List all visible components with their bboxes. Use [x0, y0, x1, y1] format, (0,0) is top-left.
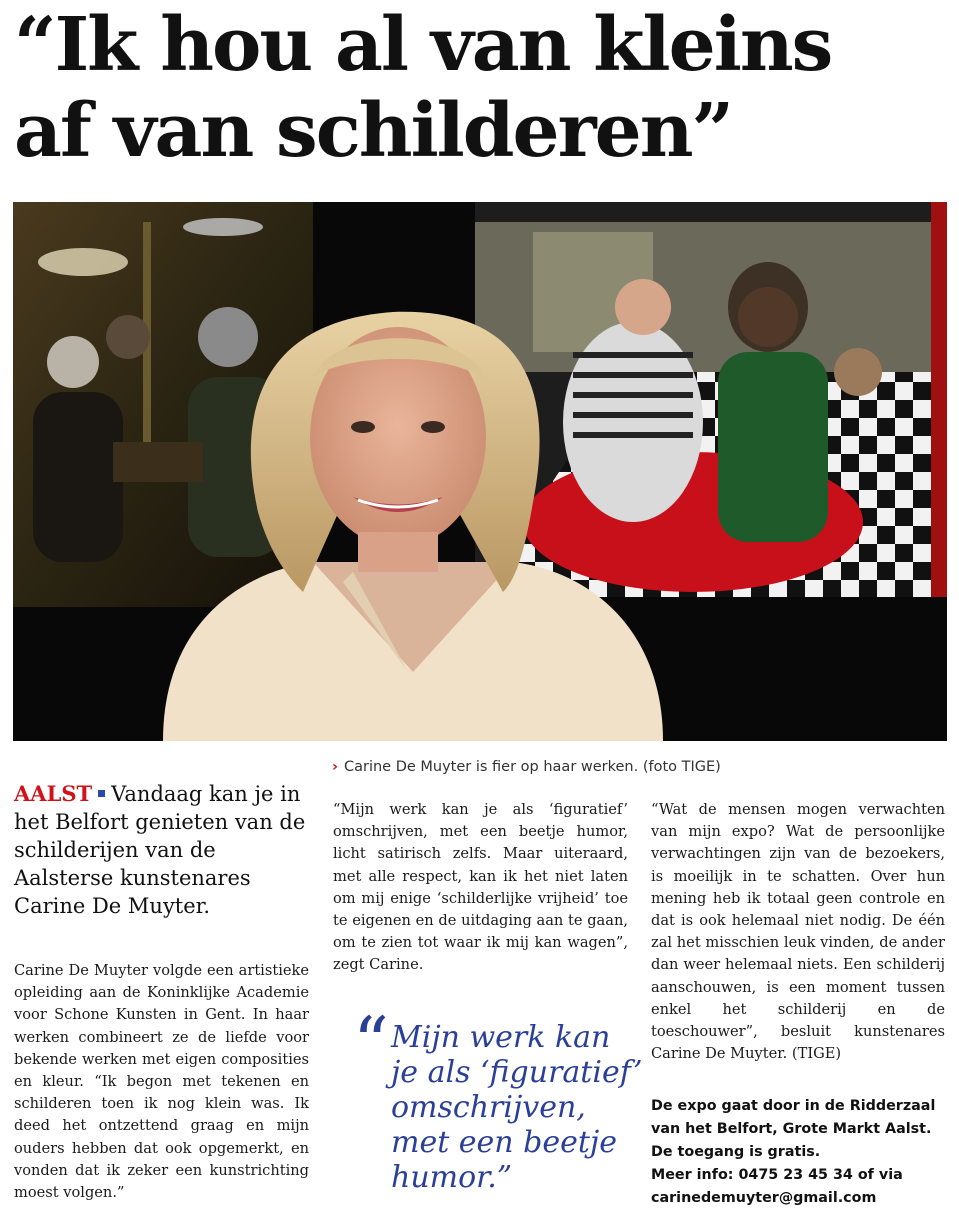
- info-box: [651, 1095, 951, 1210]
- article-photo: [13, 202, 947, 741]
- woman-portrait-with-paintings-icon: [13, 202, 947, 741]
- headline: [14, 2, 944, 174]
- quote-mark-icon: “: [353, 1002, 389, 1084]
- headline-line-1: “Ik hou al van kleins: [14, 2, 832, 88]
- info-line-2: van het Belfort, Grote Markt Aalst.: [651, 1121, 932, 1137]
- square-bullet-icon: [98, 790, 105, 797]
- caption-text: Carine De Muyter is fier op haar werken. (foto TIGE): [343, 759, 721, 775]
- info-line-4: Meer info: 0475 23 45 34 of via: [651, 1167, 903, 1183]
- headline-line-2: af van schilderen”: [14, 88, 733, 174]
- lead-paragraph: [14, 780, 310, 920]
- dateline-city: AALST: [14, 781, 93, 806]
- photo-caption: [332, 759, 942, 775]
- chevron-right-icon: ›: [332, 759, 338, 775]
- lead-text: Vandaag kan je in het Belfort genieten van de schilderijen van de Aalsterse kunstenares Carine De Muyter.: [14, 782, 306, 918]
- info-email-link[interactable]: carinedemuyter@gmail.com: [651, 1190, 877, 1206]
- body-column-3: “Wat de mensen mogen verwachten van mijn expo? Wat de persoonlijke verwachtingen zijn van de bezoekers, is moeilijk in te schatten. Over hun mening heb ik totaal geen controle en dat is ook helemaal niet nodig. De één zal het misschien leuk vinden, de ander dan weer helemaal niets. Een schilderij aanschouwen, is een moment tussen enkel het schilderij en de toeschouwer”, besluit kunstenares Carine De Muyter. (TIGE): [651, 801, 945, 1063]
- pull-quote: [353, 1002, 645, 1195]
- pull-quote-text: Mijn werk kan je als ‘figuratief’ omschrijven, met een beetje humor.”: [391, 1020, 643, 1195]
- info-line-1: De expo gaat door in de Ridderzaal: [651, 1098, 936, 1114]
- body-column-1: Carine De Muyter volgde een artistieke opleiding aan de Koninklijke Academie voor Schone Kunsten in Gent. In haar werken combineert ze de liefde voor bekende werken met eigen composities en kleur. “Ik begon met tekenen en schilderen toen ik nog klein was. Ik deed het ontzettend graag en mijn ouders hebben dat ook opgemerkt, en vonden dat ik zeker een kunstrichting moest volgen.”: [14, 962, 309, 1202]
- body-column-2: “Mijn werk kan je als ‘figuratief’ omschrijven, met een beetje humor, licht satirisch zelfs. Maar uiteraard, met alle respect, kan ik het niet laten om mij enige ‘schilderlijke vrijheid’ toe te eigenen en de uitdaging aan te gaan, om te zien tot waar ik mij kan wagen”, zegt Carine.: [333, 801, 628, 974]
- info-line-3: De toegang is gratis.: [651, 1144, 821, 1160]
